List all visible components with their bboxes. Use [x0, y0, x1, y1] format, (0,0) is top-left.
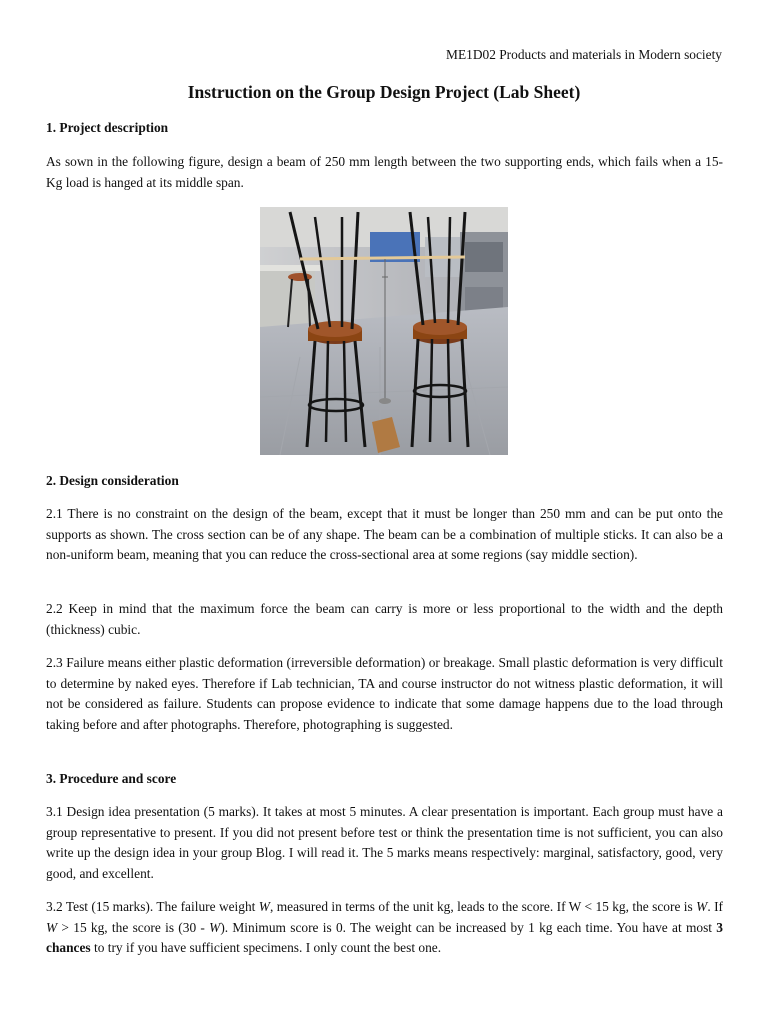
document-title: Instruction on the Group Design Project (Lab Sheet) [187, 82, 581, 102]
text-run: , measured in terms of the unit kg, leads to the score. If W < 15 kg, the score is [269, 899, 697, 914]
chances-emphasis: 3 chances [46, 919, 723, 956]
design-consideration-paragraph-2-3: 2.3 Failure means either plastic deformation (irreversible deformation) or breakage. Small plastic deformation is very difficult to determine by naked eyes. Therefore if Lab technician, TA and course instructor do not witness plastic deformation, it will not be considered as failure. Students can propose evidence to indicate that some damage happens due to the load through taking before and after photographs. Therefore, photographing is suggested. [46, 655, 723, 732]
course-header: ME1D02 Products and materials in Modern society [446, 47, 722, 62]
project-description-text: As sown in the following figure, design a beam of 250 mm length between the two supporting ends, which fails when a 15-Kg load is hanged at its middle span. [46, 154, 723, 190]
text-run: > 15 kg, the score is (30 - [57, 919, 210, 935]
variable-w: W [696, 899, 708, 914]
variable-w: W [46, 919, 58, 935]
text-run: ). Minimum score is 0. The weight can be increased by 1 kg each time. You have at most [220, 919, 717, 935]
section-heading-procedure-and-score: 3. Procedure and score [46, 771, 177, 786]
text-run: to try if you have sufficient specimens. I only count the best one. [90, 940, 442, 956]
design-consideration-paragraph-2-1: 2.1 There is no constraint on the design of the beam, except that it must be longer than 250 mm and can be put onto the supports as shown. The cross section can be of any shape. The beam can be a combination of multiple sticks. It can also be a non-uniform beam, meaning that you can reduce the cross-sectional area at some regions (say middle section). [46, 506, 723, 563]
section-heading-design-consideration: 2. Design consideration [46, 473, 179, 488]
beam-test-setup-photo [260, 207, 508, 455]
text-run: 3.2 Test (15 marks). The failure weight [46, 899, 259, 914]
procedure-paragraph-3-1: 3.1 Design idea presentation (5 marks). It takes at most 5 minutes. A clear presentation is important. Each group must have a group representative to present. If you did not present before test or think the presentation time is not sufficient, you can also write up the design idea in your group Blog. I will read it. The 5 marks means respectively: marginal, satisfactory, good, very good, and excellent. [46, 804, 723, 881]
variable-w: W [209, 919, 221, 935]
design-consideration-paragraph-2-2: 2.2 Keep in mind that the maximum force the beam can carry is more or less proportional to the width and the depth (thickness) cubic. [46, 601, 723, 637]
variable-w: W [258, 899, 270, 914]
procedure-paragraph-3-2 [46, 897, 723, 959]
text-run: . If [707, 899, 723, 914]
section-heading-project-description: 1. Project description [46, 120, 169, 135]
